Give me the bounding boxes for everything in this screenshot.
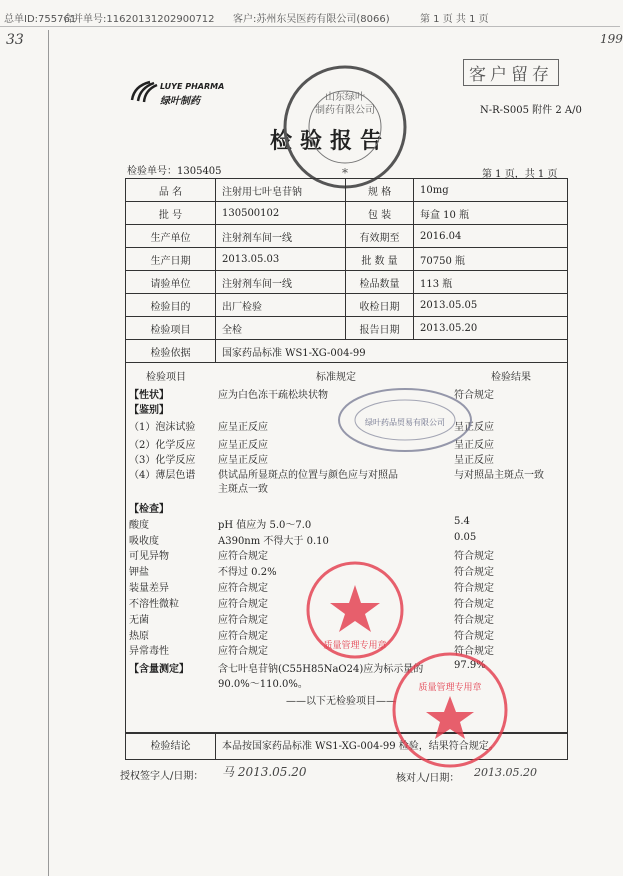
info-label: 批 号 bbox=[126, 202, 216, 225]
result: 符合规定 bbox=[454, 599, 494, 610]
standard: 供试品所显斑点的位置与颜色应与对照品 bbox=[218, 470, 398, 481]
info-value: 2013.05.05 bbox=[414, 294, 568, 317]
standard: 应符合规定 bbox=[218, 599, 268, 610]
svg-text:质量管理专用章: 质量管理专用章 bbox=[323, 641, 387, 651]
yantai-trade-stamp bbox=[335, 385, 475, 455]
standard: 应为白色冻干疏松块状物 bbox=[218, 390, 328, 401]
scan-line bbox=[48, 30, 49, 876]
report-number: 检验单号：1305405 bbox=[127, 166, 222, 177]
result: 与对照品主斑点一致 bbox=[454, 470, 544, 481]
logo-mark-icon bbox=[128, 80, 158, 104]
standard: 90.0%～110.0%。 bbox=[218, 679, 308, 690]
table-row bbox=[126, 294, 568, 317]
info-value: 注射剂车间一线 bbox=[216, 225, 346, 248]
info-label: 规 格 bbox=[346, 179, 414, 202]
standard: 应呈正反应 bbox=[218, 455, 268, 466]
info-value: 2016.04 bbox=[414, 225, 568, 248]
svg-text:质量管理专用章: 质量管理专用章 bbox=[418, 683, 482, 693]
standard: 应呈正反应 bbox=[218, 440, 268, 451]
standard: 应符合规定 bbox=[218, 583, 268, 594]
info-label: 生产日期 bbox=[126, 248, 216, 271]
info-label: 批 数 量 bbox=[346, 248, 414, 271]
item-name: 【检查】 bbox=[129, 504, 169, 515]
item-name: （1）泡沫试验 bbox=[129, 422, 196, 433]
end-note: ——以下无检验项目—— bbox=[286, 696, 396, 707]
info-value: 10mg bbox=[414, 179, 568, 202]
result: 5.4 bbox=[454, 516, 470, 527]
info-value: 注射用七叶皂苷钠 bbox=[216, 179, 346, 202]
item-name: 【性状】 bbox=[129, 390, 169, 401]
result: 符合规定 bbox=[454, 567, 494, 578]
standard: 应符合规定 bbox=[218, 551, 268, 562]
basis-label: 检验依据 bbox=[126, 340, 216, 363]
info-value: 2013.05.03 bbox=[216, 248, 346, 271]
logo-cn: 绿叶制药 bbox=[160, 96, 200, 107]
standard: 应呈正反应 bbox=[218, 422, 268, 433]
margin-note-left: 33 bbox=[6, 32, 24, 48]
item-name: 吸收度 bbox=[129, 536, 159, 547]
item-name: 热原 bbox=[129, 631, 149, 642]
info-value: 113 瓶 bbox=[414, 271, 568, 294]
info-label: 报告日期 bbox=[346, 317, 414, 340]
info-label: 检品数量 bbox=[346, 271, 414, 294]
svg-text:山东绿叶: 山东绿叶 bbox=[325, 92, 365, 103]
info-value: 每盒 10 瓶 bbox=[414, 202, 568, 225]
info-label: 收检日期 bbox=[346, 294, 414, 317]
page-indicator: 第 1 页 共 1 页 bbox=[420, 14, 489, 25]
results-header: 检验结果 bbox=[491, 372, 531, 383]
customer-copy-stamp: 客户留存 bbox=[463, 59, 559, 86]
standard: 含七叶皂苷钠(C55H85NaO24)应为标示量的 bbox=[218, 664, 424, 675]
standard: 主斑点一致 bbox=[218, 484, 268, 495]
standard: pH 值应为 5.0～7.0 bbox=[218, 520, 312, 531]
conclusion-value: 本品按国家药品标准 WS1-XG-004-99 检验，结果符合规定。 bbox=[222, 741, 499, 752]
result: 符合规定 bbox=[454, 551, 494, 562]
table-row bbox=[126, 179, 568, 202]
table-row bbox=[126, 248, 568, 271]
standard: 应符合规定 bbox=[218, 646, 268, 657]
results-header: 标准规定 bbox=[316, 372, 356, 383]
info-label: 请验单位 bbox=[126, 271, 216, 294]
authorized-signature: 马 2013.05.20 bbox=[222, 765, 307, 779]
info-label: 生产单位 bbox=[126, 225, 216, 248]
customer: 客户:苏州东吴医药有限公司(8066) bbox=[233, 14, 390, 25]
table-row bbox=[126, 271, 568, 294]
info-value: 全检 bbox=[216, 317, 346, 340]
report-title: 检验报告 bbox=[270, 128, 391, 154]
item-name: 无菌 bbox=[129, 615, 149, 626]
info-label: 有效期至 bbox=[346, 225, 414, 248]
item-name: 异常毒性 bbox=[129, 646, 169, 657]
item-name: 装量差异 bbox=[129, 583, 169, 594]
info-label: 包 装 bbox=[346, 202, 414, 225]
standard: 不得过 0.2% bbox=[218, 567, 277, 578]
info-label: 检验项目 bbox=[126, 317, 216, 340]
result: 呈正反应 bbox=[454, 455, 494, 466]
svg-text:*: * bbox=[342, 166, 348, 180]
info-label: 品 名 bbox=[126, 179, 216, 202]
result: 符合规定 bbox=[454, 583, 494, 594]
info-value: 2013.05.20 bbox=[414, 317, 568, 340]
result: 符合规定 bbox=[454, 390, 494, 401]
item-name: 钾盐 bbox=[129, 567, 149, 578]
standard: 应符合规定 bbox=[218, 615, 268, 626]
svg-text:制药有限公司: 制药有限公司 bbox=[315, 105, 375, 116]
item-name: （3）化学反应 bbox=[129, 455, 196, 466]
item-name: （4）薄层色谱 bbox=[129, 470, 196, 481]
table-row bbox=[126, 225, 568, 248]
result: 呈正反应 bbox=[454, 440, 494, 451]
result: 0.05 bbox=[454, 532, 477, 543]
info-value: 130500102 bbox=[216, 202, 346, 225]
table-row bbox=[126, 317, 568, 340]
result: 97.9% bbox=[454, 660, 486, 671]
item-name: 【含量测定】 bbox=[129, 664, 189, 675]
lian-qc-stamp bbox=[390, 650, 510, 770]
form-code: N-R-S005 附件 2 A/0 bbox=[480, 105, 582, 116]
result: 符合规定 bbox=[454, 631, 494, 642]
svg-text:绿叶药品贸易有限公司: 绿叶药品贸易有限公司 bbox=[365, 418, 445, 427]
item-name: 不溶性微粒 bbox=[129, 599, 179, 610]
result: 符合规定 bbox=[454, 615, 494, 626]
result: 符合规定 bbox=[454, 646, 494, 657]
luye-qc-stamp bbox=[280, 62, 410, 192]
dongwu-qc-stamp bbox=[305, 560, 405, 660]
info-table bbox=[125, 178, 568, 363]
merge-no: 合并单号:11620131202900712 bbox=[63, 14, 215, 25]
item-name: （2）化学反应 bbox=[129, 440, 196, 451]
basis-value: 国家药品标准 WS1-XG-004-99 bbox=[216, 340, 568, 363]
standard: A390nm 不得大于 0.10 bbox=[218, 536, 329, 547]
logo-en: LUYE PHARMA bbox=[160, 82, 225, 91]
info-value: 注射剂车间一线 bbox=[216, 271, 346, 294]
authorized-label: 授权签字人/日期： bbox=[120, 771, 204, 782]
conclusion-label: 检验结论 bbox=[126, 734, 216, 759]
item-name: 可见异物 bbox=[129, 551, 169, 562]
info-value: 出厂检验 bbox=[216, 294, 346, 317]
item-name: 酸度 bbox=[129, 520, 149, 531]
page-info: 第 1 页，共 1 页 bbox=[482, 169, 558, 180]
info-label: 检验目的 bbox=[126, 294, 216, 317]
order-id: 总单ID:755761 bbox=[4, 14, 77, 25]
header-divider bbox=[0, 26, 620, 27]
checker-label: 核对人/日期： bbox=[396, 773, 460, 784]
standard: 应符合规定 bbox=[218, 631, 268, 642]
item-name: 【鉴别】 bbox=[129, 405, 169, 416]
info-value: 70750 瓶 bbox=[414, 248, 568, 271]
checker-signature: 2013.05.20 bbox=[474, 766, 537, 779]
table-row bbox=[126, 340, 568, 363]
results-header: 检验项目 bbox=[146, 372, 186, 383]
table-row bbox=[126, 202, 568, 225]
margin-note-right: 199 bbox=[600, 32, 623, 46]
result: 呈正反应 bbox=[454, 422, 494, 433]
